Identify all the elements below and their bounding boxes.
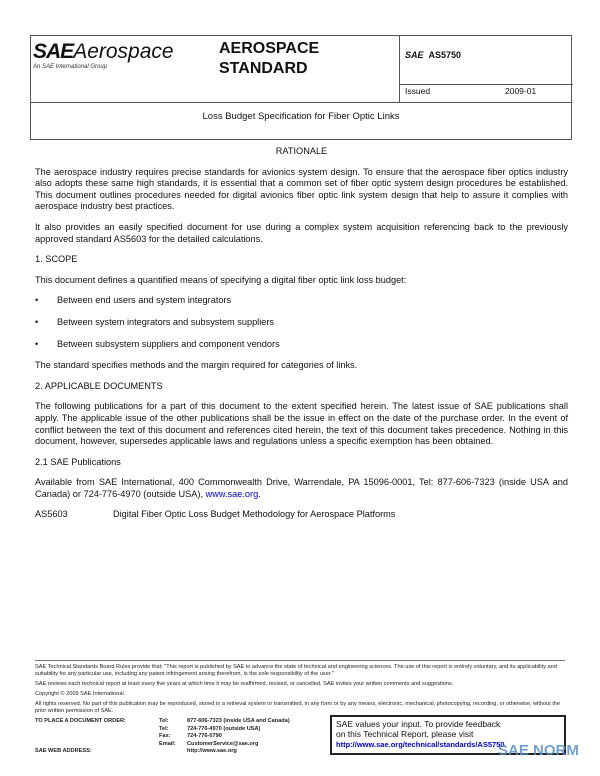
- divider: [31, 102, 571, 103]
- sae-small-logo: SAE: [405, 50, 424, 60]
- bullet-icon: •: [35, 338, 39, 349]
- web-label: SAE WEB ADDRESS:: [35, 748, 92, 754]
- feedback-text: SAE values your input. To provide feedback: [336, 719, 501, 729]
- footer-rights: All rights reserved. No part of this publication may be reproduced, stored in a retrieval system or transmitted, in any form or by any means, electronic, mechanical, photocopying, recording, or otherwise, without the prior written permission of SAE.: [35, 701, 561, 714]
- feedback-text: on this Technical Report, please visit: [336, 729, 474, 739]
- list-item: [35, 339, 568, 351]
- contact-key: Tel:: [159, 718, 169, 724]
- footer-review: SAE reviews each technical report at least every five years at which time it may be reaffirmed, revised, or cancelled. SAE invites your written comments and suggestions.: [35, 681, 454, 687]
- paragraph: The following publications for a part of this document to the extent specified herein. The latest issue of SAE publications shall apply. The applicable issue of the other publications shall be the issue in effect on the date of the purchase order. In the event of conflict between the text of this document and references cited herein, the text of this document takes precedence. Nothing in this document, however, supersedes applicable laws and regulations unless a specific exemption has been obtained.: [35, 401, 568, 447]
- divider: [399, 36, 400, 102]
- list-item-text: Between end users and system integrators: [57, 295, 232, 306]
- bullet-icon: •: [35, 295, 39, 306]
- contact-value: 877-606-7323 (inside USA and Canada): [187, 718, 290, 724]
- contact-key: Fax:: [159, 733, 171, 739]
- footer-rules: SAE Technical Standards Board Rules provide that: "This report is published by SAE to advance the state of technical and engineering sciences. The use of this report is entirely voluntary, and its applicability and suitability for any particular use, including any patent infringement arising therefrom, is the sole responsibility of the user.": [35, 664, 557, 677]
- sae-aerospace-logo: [33, 40, 174, 64]
- contact-value: 724-776-0790: [187, 733, 222, 739]
- document-body: [35, 146, 568, 521]
- paragraph-text: Available from SAE International, 400 Commonwealth Drive, Warrendale, PA 15096-0001, Tel: 877-606-7323 (inside USA and Canada) or 724-776-4970 (outside USA),: [35, 477, 568, 499]
- logo-subtitle: An SAE International Group: [33, 64, 108, 70]
- subsection-heading: 2.1 SAE Publications: [35, 456, 121, 467]
- doc-number-value: AS5750: [428, 50, 462, 60]
- reference-id: AS5603: [35, 509, 68, 520]
- list-item: [35, 317, 568, 329]
- issued-label: Issued: [405, 86, 431, 96]
- contact-value: 724-776-4970 (outside USA): [187, 725, 261, 732]
- paragraph-text: .: [258, 488, 261, 499]
- footer-copyright: Copyright © 2009 SAE International: [35, 691, 124, 697]
- paragraph: [35, 477, 568, 500]
- logo-aerospace: Aerospace: [73, 40, 174, 63]
- doc-number: [405, 50, 461, 60]
- reference-item: [35, 509, 568, 521]
- standard-line2: STANDARD: [219, 60, 308, 77]
- footer-divider: [35, 660, 565, 661]
- contact-key: Tel:: [159, 725, 169, 732]
- web-value: http://www.sae.org: [187, 748, 237, 754]
- paragraph: This document defines a quantified means of specifying a digital fiber optic link loss budget:: [35, 274, 407, 285]
- document-title: Loss Budget Specification for Fiber Optic Links: [202, 111, 400, 122]
- contact-key: Email:: [159, 740, 176, 747]
- logo-sae: SAE: [33, 40, 74, 63]
- watermark: SAE NORM: [498, 742, 579, 759]
- contact-value: CustomerService@sae.org: [187, 740, 259, 747]
- issued-value: 2009-01: [505, 86, 537, 96]
- bullet-icon: •: [35, 316, 39, 327]
- reference-title: Digital Fiber Optic Loss Budget Methodology for Aerospace Platforms: [113, 509, 396, 520]
- section-heading: 2. APPLICABLE DOCUMENTS: [35, 380, 163, 391]
- paragraph: The aerospace industry requires precise standards for avionics system design. To ensure that the aerospace fiber optics industry also adopts these same high standards, it is essential that a common set of fiber optic system design procedures be established. This document outlines procedures needed for digital avionics fiber optic link system design that help to assure it complies with aerospace industry best practices.: [35, 166, 568, 212]
- paragraph: It also provides an easily specified document for use during a complex system acquisition referencing back to the previously approved standard AS5603 for the detailed calculations.: [35, 221, 568, 244]
- standard-line1: AEROSPACE: [219, 40, 320, 57]
- list-item-text: Between system integrators and subsystem suppliers: [57, 316, 275, 327]
- header-box: [30, 35, 572, 140]
- divider: [399, 84, 573, 85]
- standard-type: [219, 39, 319, 79]
- feedback-link[interactable]: http://www.sae.org/technical/standards/AS5750: [336, 740, 505, 749]
- rationale-heading: RATIONALE: [275, 146, 328, 156]
- list-item: [35, 295, 568, 307]
- paragraph: The standard specifies methods and the margin required for categories of links.: [35, 360, 358, 371]
- sae-website-link[interactable]: www.sae.org: [205, 488, 259, 499]
- list-item-text: Between subsystem suppliers and component vendors: [57, 338, 280, 349]
- order-label: TO PLACE A DOCUMENT ORDER:: [35, 718, 126, 724]
- section-heading: 1. SCOPE: [35, 254, 78, 265]
